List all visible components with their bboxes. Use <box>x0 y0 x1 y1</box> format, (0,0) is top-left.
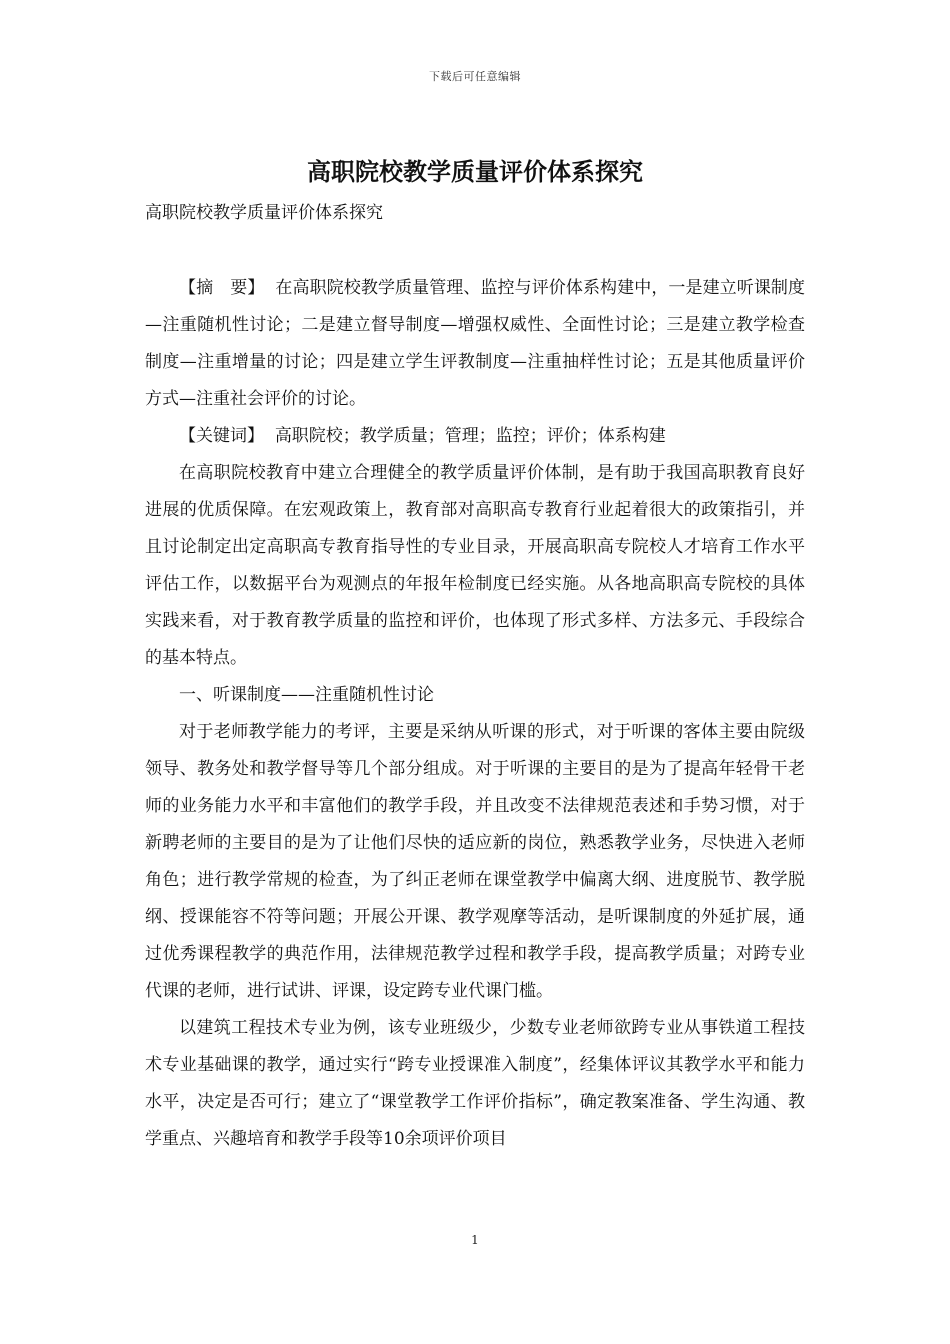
body-paragraph: 对于老师教学能力的考评，主要是采纳从听课的形式，对于听课的客体主要由院级领导、教务处和教学督导等几个部分组成。对于听课的主要目的是为了提高年轻骨干老师的业务能力水平和丰富他们的教学手段，并且改变不法律规范表述和手势习惯，对于新聘老师的主要目的是为了让他们尽快的适应新的岗位，熟悉教学业务，尽快进入老师角色；进行教学常规的检查，为了纠正老师在课堂教学中偏离大纲、进度脱节、教学脱纲、授课能容不符等问题；开展公开课、教学观摩等活动，是听课制度的外延扩展，通过优秀课程教学的典范作用，法律规范教学过程和教学手段，提高教学质量；对跨专业代课的老师，进行试讲、评课，设定跨专业代课门槛。 <box>145 722 805 1001</box>
abstract-paragraph <box>145 270 805 418</box>
abstract-label: 【摘 要】 <box>179 278 265 298</box>
keywords-label: 【关键词】 <box>179 426 264 446</box>
header-note: 下载后可任意编辑 <box>429 70 521 83</box>
keywords-paragraph <box>145 418 805 455</box>
document-subtitle: 高职院校教学质量评价体系探究 <box>145 203 383 223</box>
page-number: 1 <box>471 1233 479 1247</box>
document-body <box>145 270 805 1158</box>
section-heading: 一、听课制度——注重随机性讨论 <box>179 685 434 705</box>
keywords-text: 高职院校；教学质量；管理；监控；评价；体系构建 <box>274 426 666 446</box>
body-paragraph: 在高职院校教育中建立合理健全的教学质量评价体制，是有助于我国高职教育良好进展的优质保障。在宏观政策上，教育部对高职高专教育行业起着很大的政策指引，并且讨论制定出定高职高专教育指导性的专业目录，开展高职高专院校人才培育工作水平评估工作，以数据平台为观测点的年报年检制度已经实施。从各地高职高专院校的具体实践来看，对于教育教学质量的监控和评价，也体现了形式多样、方法多元、手段综合的基本特点。 <box>145 463 805 668</box>
body-paragraph: 以建筑工程技术专业为例，该专业班级少，少数专业老师欲跨专业从事铁道工程技术专业基础课的教学，通过实行“跨专业授课准入制度”，经集体评议其教学水平和能力水平，决定是否可行；建立了“课堂教学工作评价指标”，确定教案准备、学生沟通、教学重点、兴趣培育和教学手段等10余项评价项目 <box>145 1018 805 1149</box>
document-title: 高职院校教学质量评价体系探究 <box>307 157 643 186</box>
abstract-text: 在高职院校教学质量管理、监控与评价体系构建中，一是建立听课制度—注重随机性讨论；二是建立督导制度—增强权威性、全面性讨论；三是建立教学检查制度—注重增量的讨论；四是建立学生评教制度—注重抽样性讨论；五是其他质量评价方式—注重社会评价的讨论。 <box>145 278 806 409</box>
